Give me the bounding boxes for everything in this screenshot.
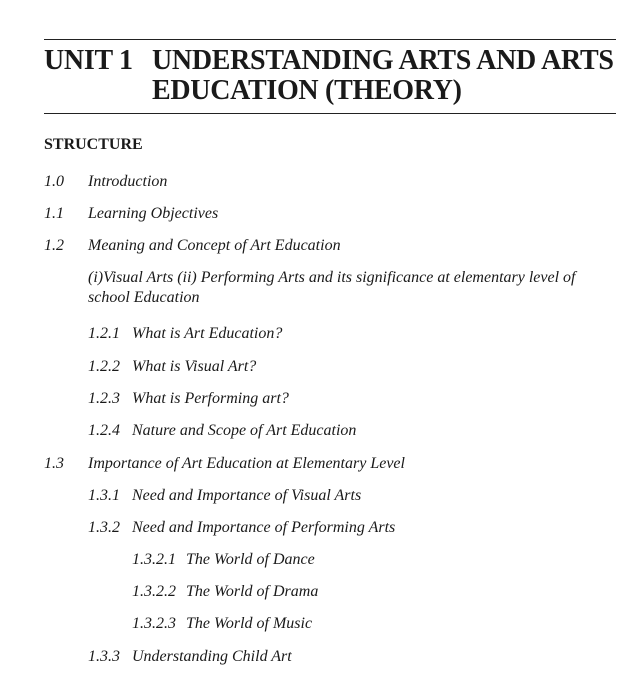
toc-label: Need and Importance of Visual Arts bbox=[132, 487, 362, 504]
toc-label: What is Visual Art? bbox=[132, 358, 257, 375]
toc-label: The World of Dance bbox=[186, 551, 315, 568]
toc-number: 1.2.2 bbox=[88, 358, 120, 375]
unit-title bbox=[152, 46, 622, 106]
toc-label: Need and Importance of Performing Arts bbox=[132, 519, 396, 536]
toc-label: What is Art Education? bbox=[132, 325, 283, 342]
unit-label: UNIT 1 bbox=[44, 45, 133, 76]
toc-label: The World of Music bbox=[186, 615, 313, 632]
toc-label: Learning Objectives bbox=[88, 205, 219, 222]
toc-number: 1.0 bbox=[44, 173, 64, 190]
toc-label: Meaning and Concept of Art Education bbox=[88, 237, 341, 254]
toc-label: Understanding Child Art bbox=[132, 648, 292, 665]
section-1-2-description: (i)Visual Arts (ii) Performing Arts and its significance at elementary level of school Education bbox=[88, 269, 576, 306]
toc-number: 1.2.3 bbox=[88, 390, 120, 407]
toc-number: 1.3 bbox=[44, 455, 64, 472]
top-rule bbox=[44, 39, 616, 40]
toc-number: 1.3.2 bbox=[88, 519, 120, 536]
bottom-rule bbox=[44, 113, 616, 114]
toc-label: Nature and Scope of Art Education bbox=[132, 422, 357, 439]
toc-number: 1.2.4 bbox=[88, 422, 120, 439]
toc-label: Introduction bbox=[88, 173, 168, 190]
toc-label: The World of Drama bbox=[186, 583, 319, 600]
toc-number: 1.3.1 bbox=[88, 487, 120, 504]
toc-label: Importance of Art Education at Elementary Level bbox=[88, 455, 405, 472]
toc-number: 1.3.3 bbox=[88, 648, 120, 665]
structure-heading: STRUCTURE bbox=[44, 136, 143, 153]
toc-number: 1.1 bbox=[44, 205, 64, 222]
unit-title-line-1: UNDERSTANDING ARTS AND ARTS bbox=[152, 45, 614, 76]
unit-title-line-2: EDUCATION (THEORY) bbox=[152, 75, 462, 106]
toc-label: What is Performing art? bbox=[132, 390, 289, 407]
toc-number: 1.3.2.1 bbox=[132, 551, 176, 568]
toc-number: 1.3.2.3 bbox=[132, 615, 176, 632]
toc-number: 1.2 bbox=[44, 237, 64, 254]
toc-number: 1.3.2.2 bbox=[132, 583, 176, 600]
toc-number: 1.2.1 bbox=[88, 325, 120, 342]
